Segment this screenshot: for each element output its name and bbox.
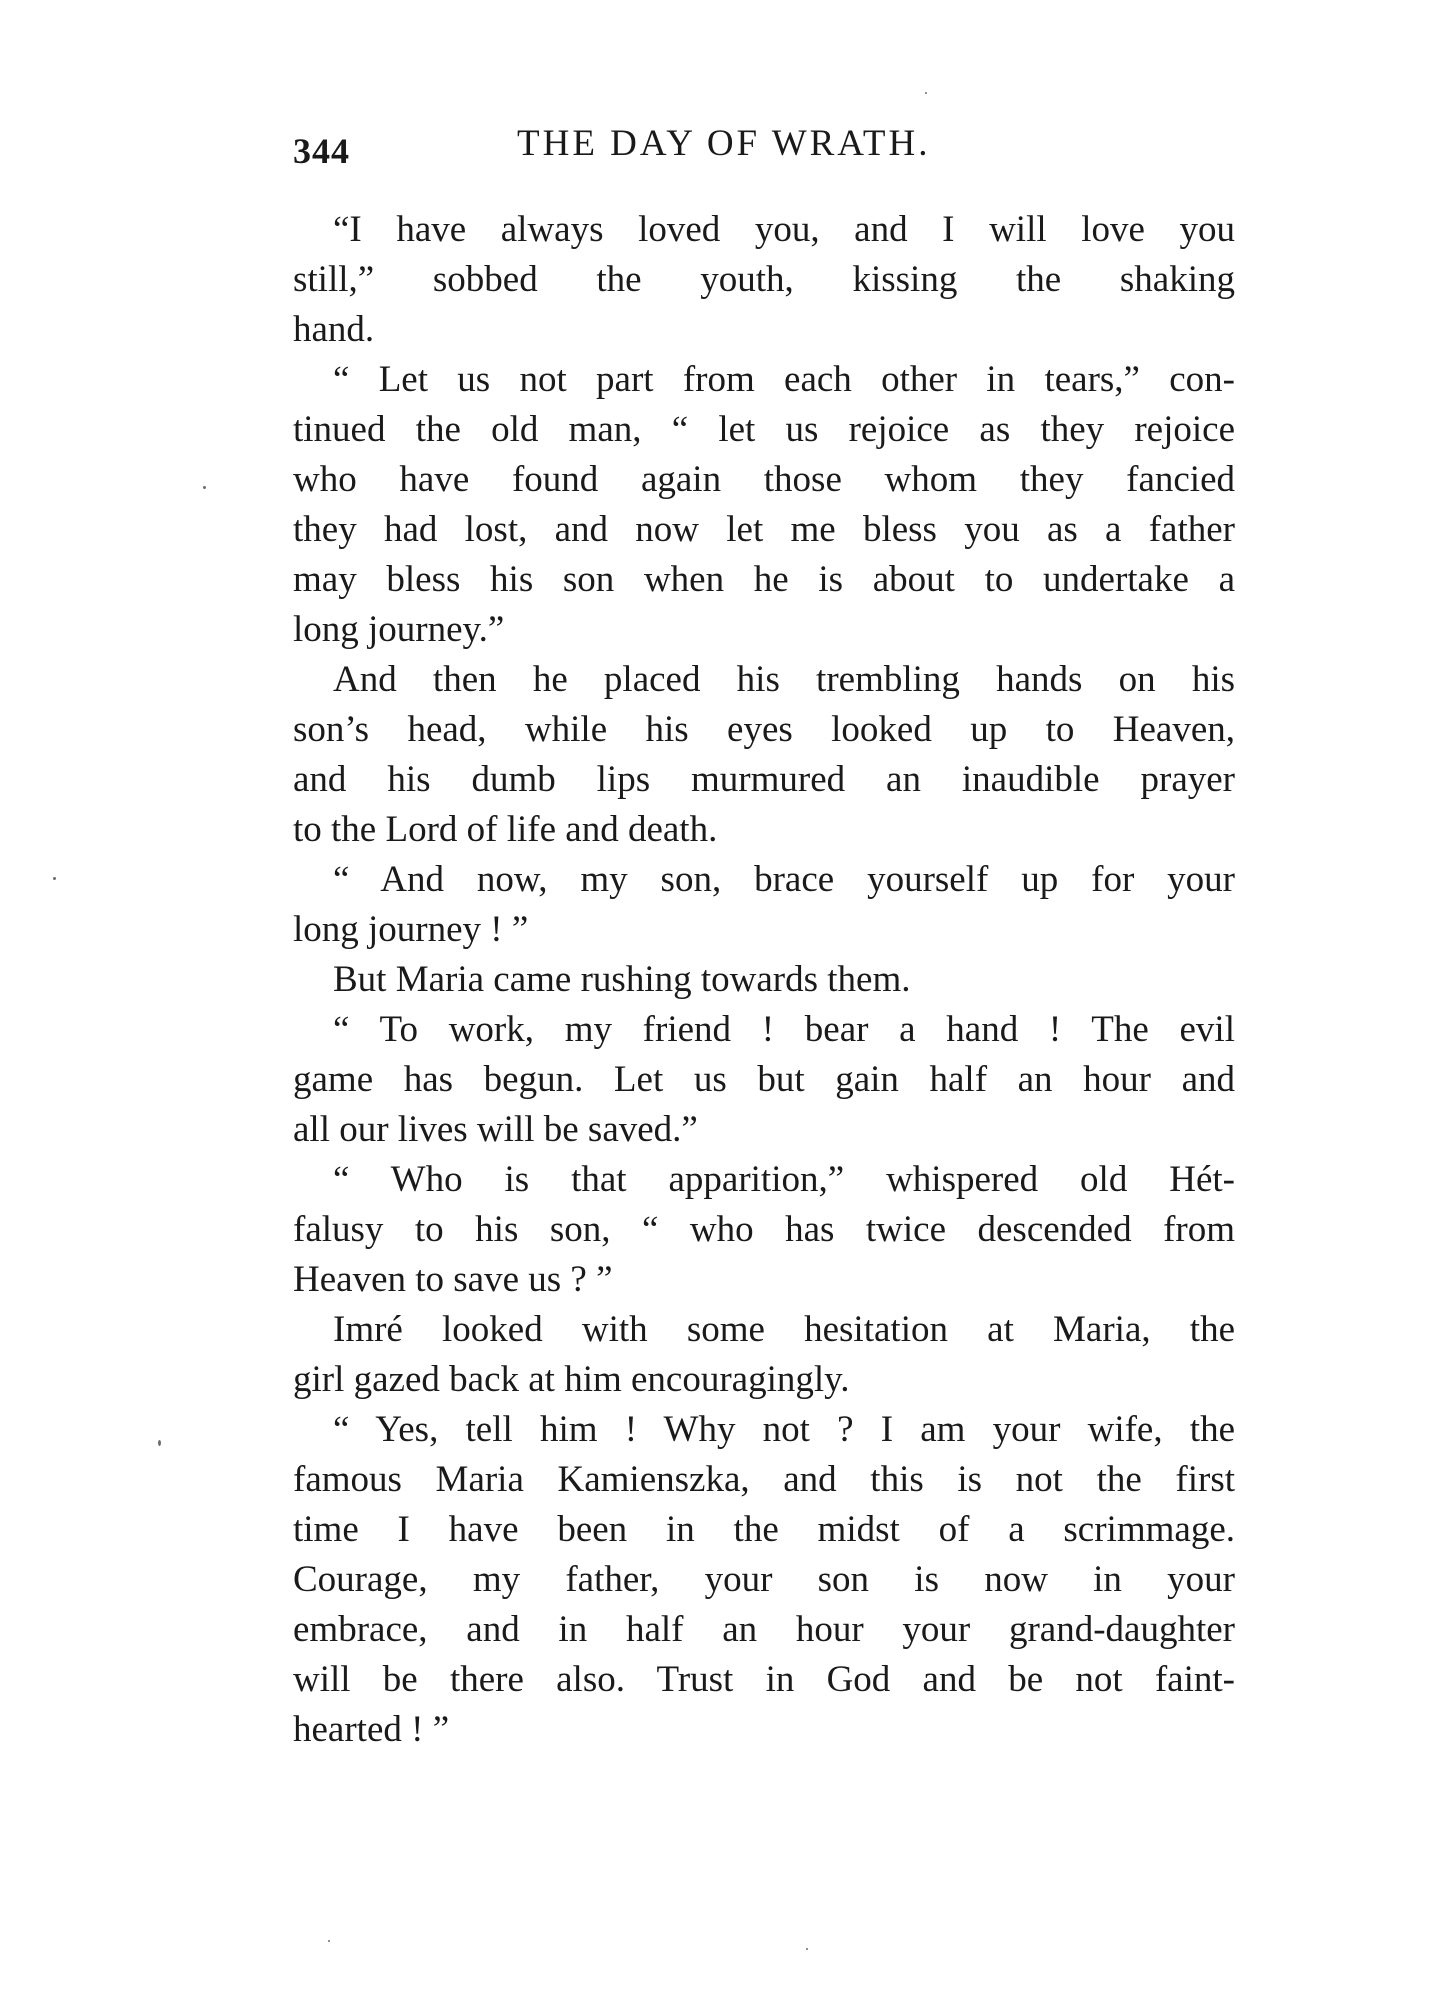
text-line: “ Yes, tell him ! Why not ? I am your wife, the [333, 1409, 1235, 1450]
text-line: time I have been in the midst of a scrimmage. [293, 1509, 1235, 1550]
text-line: “I have always loved you, and I will love you [333, 209, 1235, 250]
text-line: will be there also. Trust in God and be not faint- [293, 1659, 1235, 1700]
text-line: “ Who is that apparition,” whispered old Hét- [333, 1159, 1235, 1200]
scan-speck [925, 92, 927, 94]
text-line: game has begun. Let us but gain half an hour and [293, 1059, 1235, 1100]
text-line: “ To work, my friend ! bear a hand ! The evil [333, 1009, 1235, 1050]
text-line: famous Maria Kamienszka, and this is not the first [293, 1459, 1235, 1500]
running-head [293, 122, 1235, 172]
text-line: And then he placed his trembling hands on his [333, 659, 1235, 700]
text-line: “ Let us not part from each other in tears,” con- [333, 359, 1235, 400]
text-line: “ And now, my son, brace yourself up for your [333, 859, 1235, 900]
text-line: long journey ! ” [293, 909, 529, 950]
scan-speck [53, 877, 56, 880]
text-line: falusy to his son, “ who has twice descended from [293, 1209, 1235, 1250]
scan-speck [328, 1940, 330, 1942]
text-line: girl gazed back at him encouragingly. [293, 1359, 850, 1400]
scan-speck [806, 1948, 808, 1950]
text-line: may bless his son when he is about to undertake a [293, 559, 1235, 600]
running-title: THE DAY OF WRATH. [517, 123, 931, 164]
text-line: Heaven to save us ? ” [293, 1259, 613, 1300]
text-line: tinued the old man, “ let us rejoice as they rejoice [293, 409, 1235, 450]
text-line: Courage, my father, your son is now in your [293, 1559, 1235, 1600]
text-line: to the Lord of life and death. [293, 809, 718, 850]
scan-speck [158, 1440, 161, 1446]
page-number: 344 [293, 131, 350, 171]
text-line: son’s head, while his eyes looked up to Heaven, [293, 709, 1235, 750]
text-line: But Maria came rushing towards them. [333, 959, 911, 1000]
text-line: who have found again those whom they fancied [293, 459, 1235, 500]
text-line: and his dumb lips murmured an inaudible prayer [293, 759, 1235, 800]
text-line: all our lives will be saved.” [293, 1109, 698, 1150]
text-line: Imré looked with some hesitation at Maria, the [333, 1309, 1235, 1350]
text-line: hand. [293, 309, 375, 350]
scan-speck [203, 486, 206, 489]
body-text [293, 205, 1235, 1755]
text-line: embrace, and in half an hour your grand-daughter [293, 1609, 1235, 1650]
text-line: they had lost, and now let me bless you as a father [293, 509, 1235, 550]
text-line: hearted ! ” [293, 1709, 450, 1750]
text-line: still,” sobbed the youth, kissing the shaking [293, 259, 1235, 300]
text-line: long journey.” [293, 609, 505, 650]
